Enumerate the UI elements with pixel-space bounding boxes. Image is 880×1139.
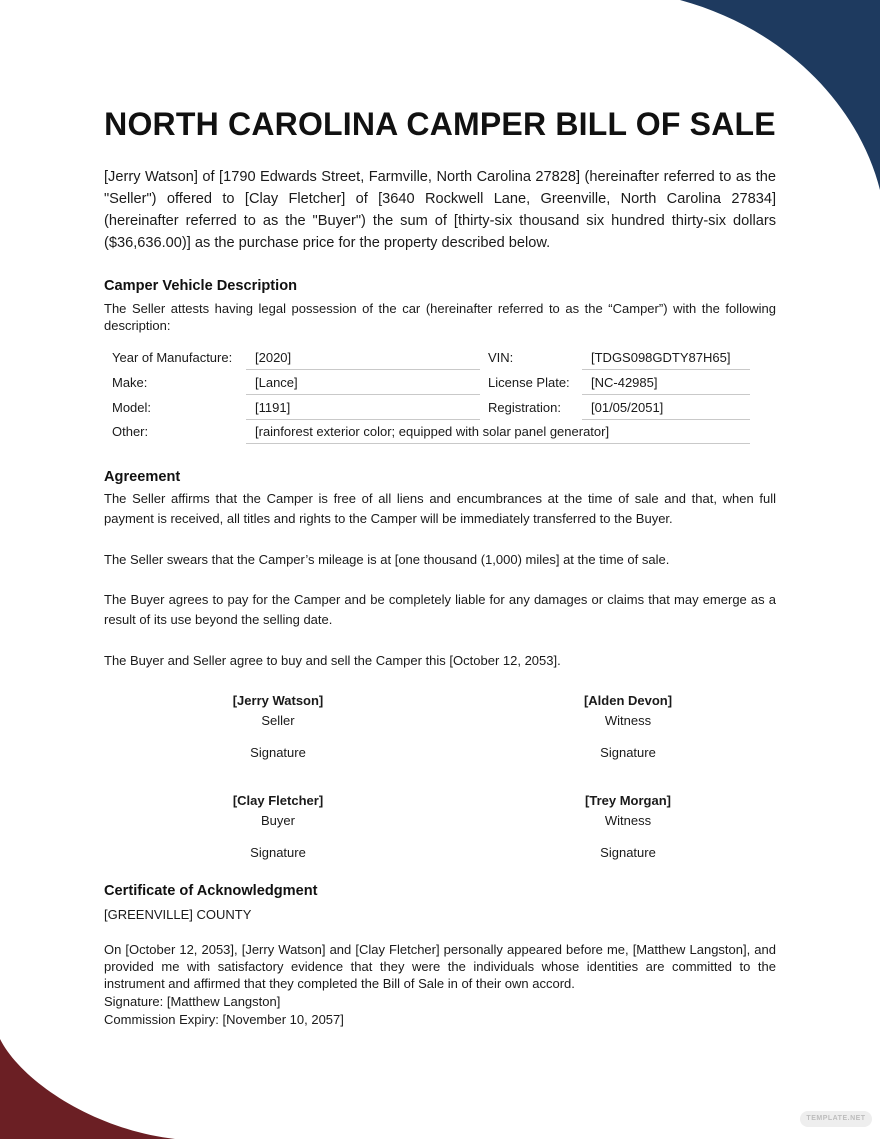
model-value: [1191] [246,396,480,420]
make-value: [Lance] [246,371,480,395]
bottom-left-decoration [0,1039,220,1139]
intro-paragraph: [Jerry Watson] of [1790 Edwards Street, Farmville, North Carolina 27828] (hereinafter referred to as the "Seller") offered to [Clay Fletcher] of [3640 Rockwell Lane, Greenville, North Carolina 27834] (hereinafter referred to as the "Buyer") the sum of [thirty-six thousand six hundred thirty-six dollars ($36,636.00)] as the purchase price for the property described below. [104,169,776,251]
witness2-name: [Trey Morgan] [585,793,671,808]
template-badge: TEMPLATE.NET [800,1111,872,1127]
buyer-role: Buyer [261,813,295,828]
certificate-signature: Signature: [Matthew Langston] [104,994,281,1009]
vin-value: [TDGS098GDTY87H65] [582,346,750,370]
agreement-heading: Agreement [104,469,181,485]
buyer-name: [Clay Fletcher] [232,793,324,808]
agreement-paragraph-2: The Seller swears that the Camper’s mileage is at [one thousand (1,000) miles] at the time of sale. [104,552,670,567]
seller-signature-line: Signature [250,745,306,760]
vehicle-table [104,346,776,446]
registration-value: [01/05/2051] [582,396,750,420]
plate-value: [NC-42985] [582,371,750,395]
seller-name: [Jerry Watson] [232,693,324,708]
seller-role: Seller [261,713,295,728]
certificate-expiry: Commission Expiry: [November 10, 2057] [104,1012,344,1027]
witness2-signature-line: Signature [600,845,656,860]
registration-label: Registration: [488,400,561,415]
plate-label: License Plate: [488,375,570,390]
year-label: Year of Manufacture: [112,350,233,365]
agreement-paragraph-1: The Seller affirms that the Camper is free of all liens and encumbrances at the time of sale and that, when full payment is received, all titles and rights to the Camper will be immediately transferred to the Buyer. [104,491,776,526]
certificate-heading: Certificate of Acknowledgment [104,883,318,899]
make-label: Make: [112,375,148,390]
witness2-role: Witness [604,813,652,828]
vin-label: VIN: [488,350,514,365]
other-label: Other: [112,424,149,439]
witness1-name: [Alden Devon] [583,693,673,708]
witness1-role: Witness [604,713,652,728]
vehicle-description: The Seller attests having legal possession of the car (hereinafter referred to as the “Camper”) with the following description: [104,301,776,333]
other-value: [rainforest exterior color; equipped with solar panel generator] [246,420,750,444]
document-title: NORTH CAROLINA CAMPER BILL OF SALE [104,106,776,142]
model-label: Model: [112,400,152,415]
year-value: [2020] [246,346,480,370]
agreement-paragraph-3: The Buyer agrees to pay for the Camper and be completely liable for any damages or claims that may emerge as a result of its use beyond the selling date. [104,592,776,627]
agreement-paragraph-4: The Buyer and Seller agree to buy and sell the Camper this [October 12, 2053]. [104,653,561,668]
certificate-county: [GREENVILLE] COUNTY [104,907,252,922]
certificate-text: On [October 12, 2053], [Jerry Watson] and [Clay Fletcher] personally appeared before me, [Matthew Langston], and provided me with satisfactory evidence that they were the individuals whose identities are committed to the instrument and affirmed that they completed the Bill of Sale in of their own accord. [104,942,776,991]
buyer-signature-line: Signature [250,845,306,860]
vehicle-heading: Camper Vehicle Description [104,278,298,294]
witness1-signature-line: Signature [600,745,656,760]
